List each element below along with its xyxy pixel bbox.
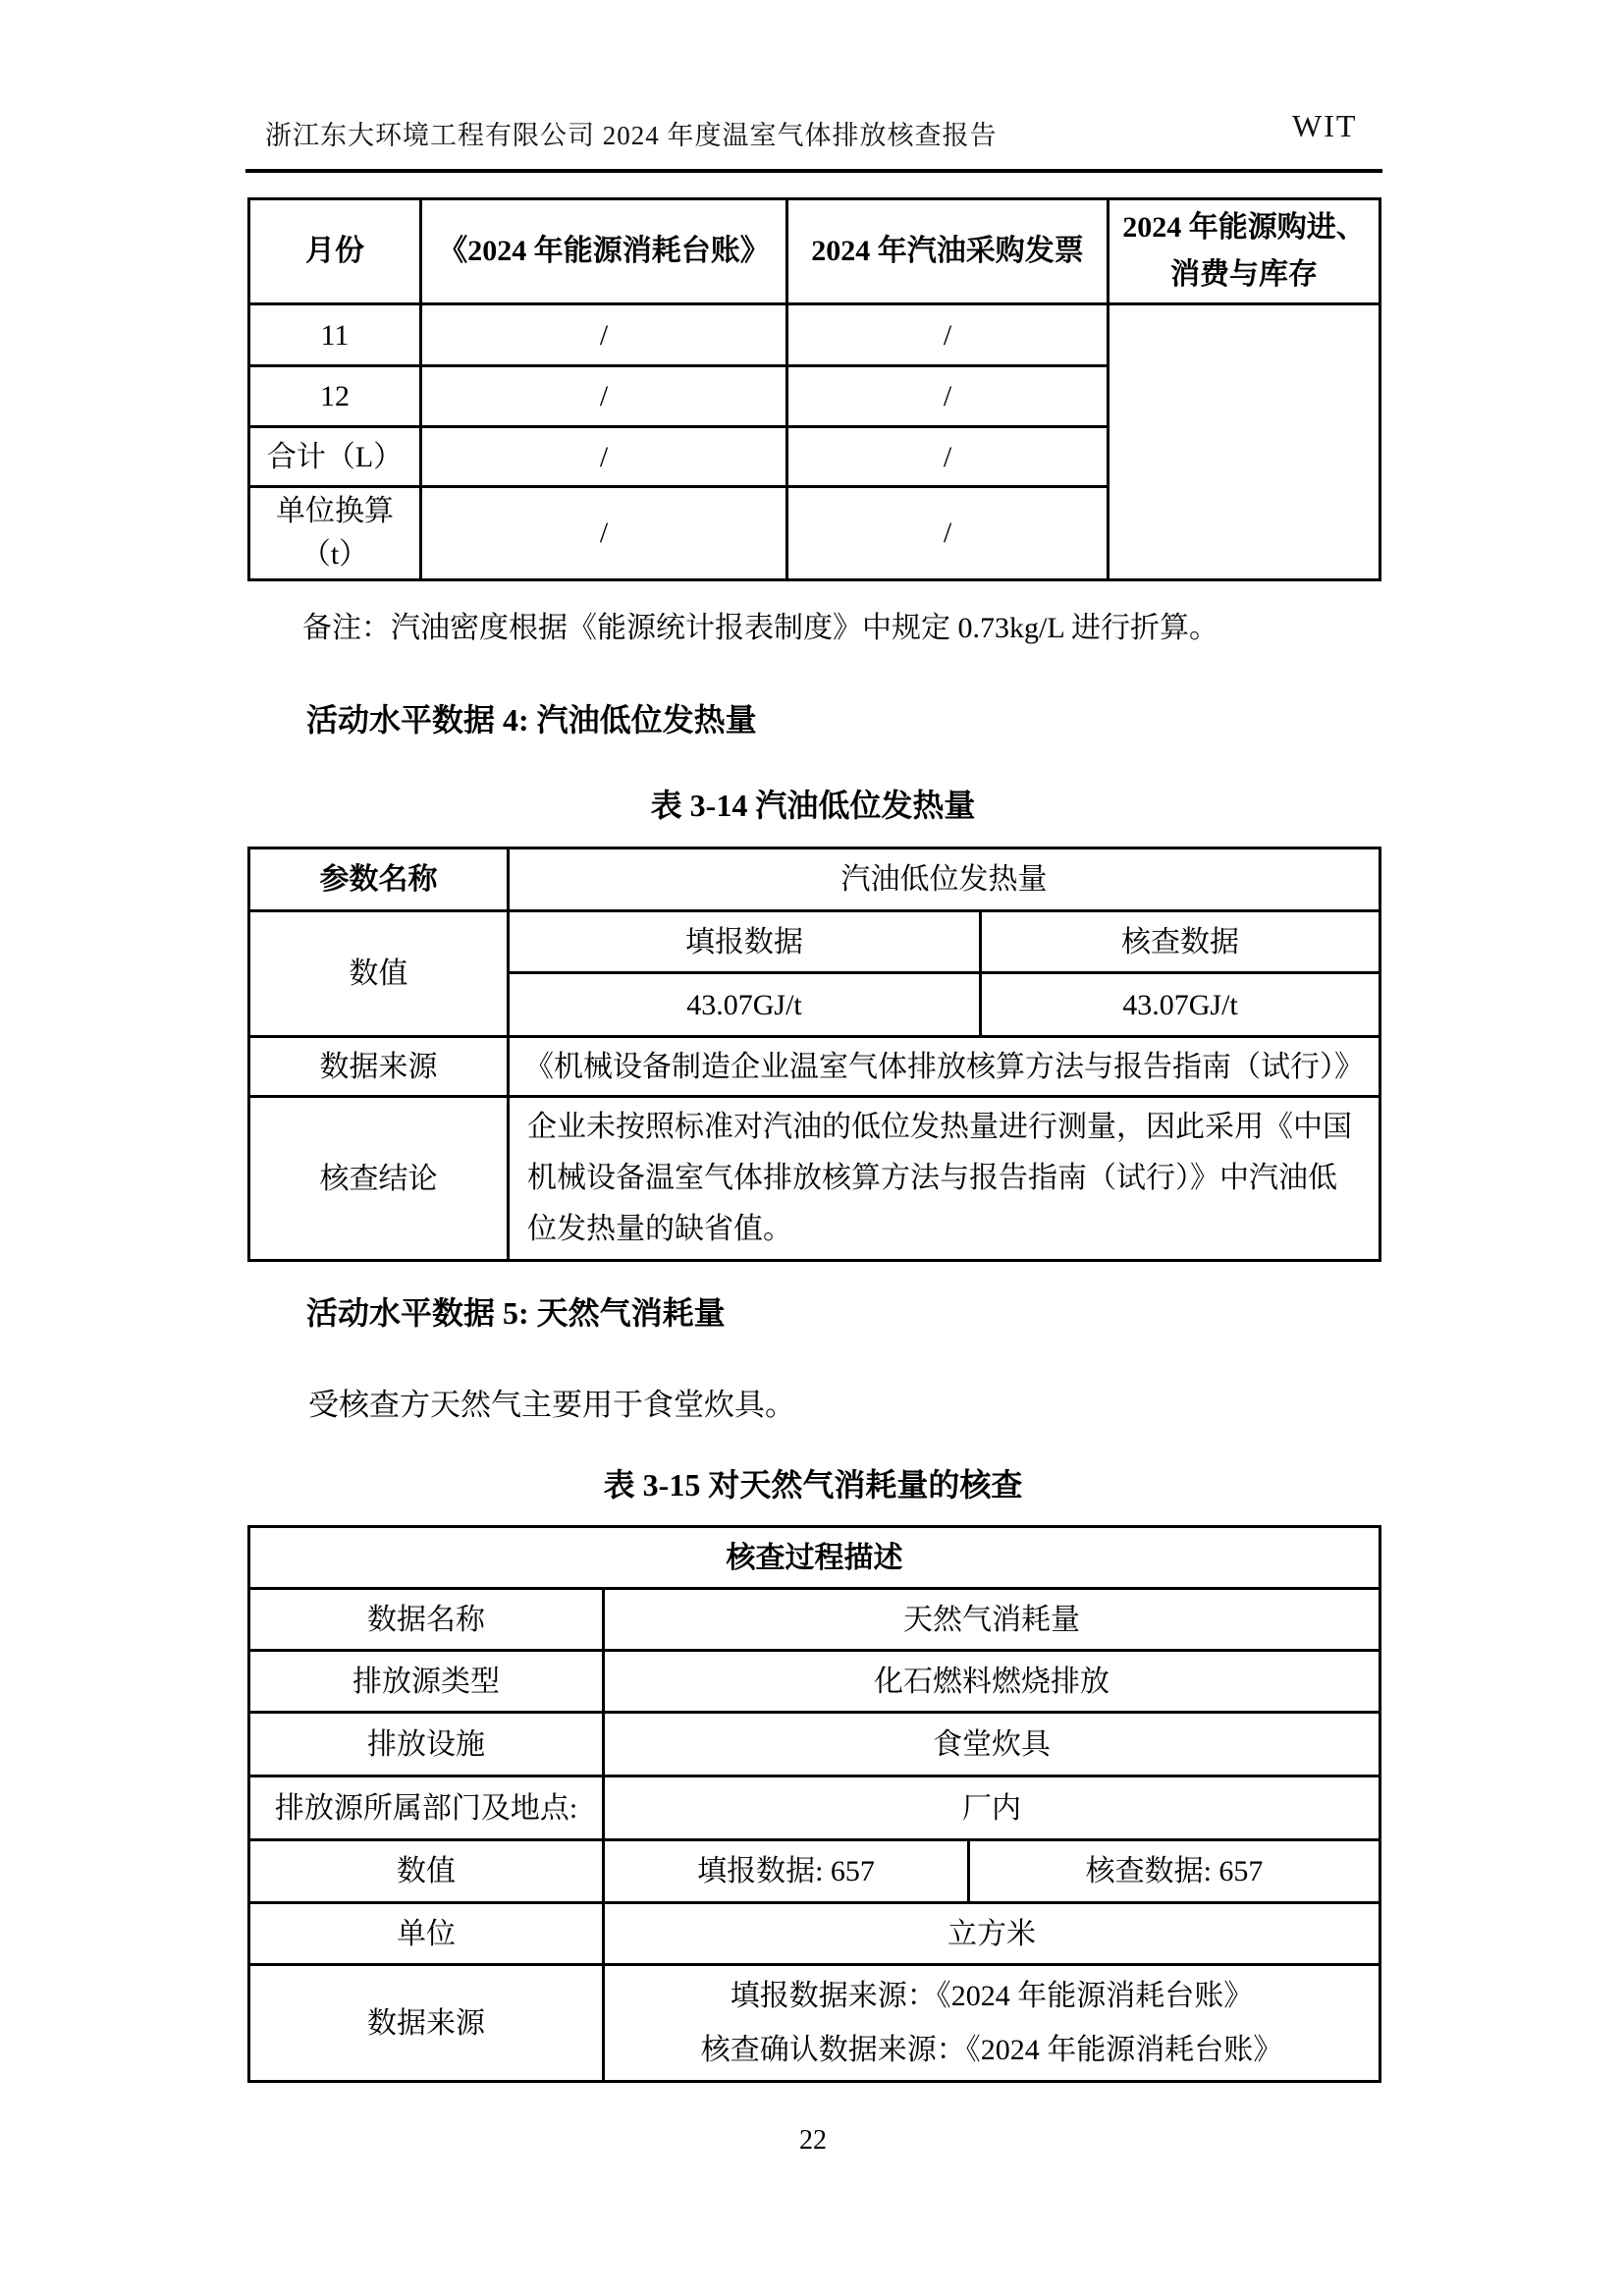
- table-row: [249, 1037, 1380, 1097]
- cell-month: 合计（L）: [249, 427, 421, 487]
- table-row: [249, 1651, 1380, 1713]
- table-header-row: [249, 199, 1380, 304]
- col-header-ledger: 《2024 年能源消耗台账》: [421, 199, 787, 304]
- table-row: [249, 1097, 1380, 1261]
- header-divider: [245, 169, 1382, 173]
- section-heading-activity-data-5: 活动水平数据 5: 天然气消耗量: [306, 1295, 726, 1331]
- table-row: [249, 1713, 1380, 1777]
- section-heading-activity-data-4: 活动水平数据 4: 汽油低位发热量: [306, 702, 757, 738]
- table-row: [249, 911, 1380, 973]
- page-header-title: 浙江东大环境工程有限公司 2024 年度温室气体排放核查报告: [265, 121, 998, 150]
- emission-facility-value: 食堂炊具: [604, 1713, 1380, 1777]
- table-row: [249, 1965, 1380, 2082]
- cell-ledger: /: [421, 487, 787, 580]
- table-3-15-caption: 表 3-15 对天然气消耗量的核查: [603, 1467, 1023, 1503]
- cell-invoice: /: [787, 366, 1109, 427]
- cell-stock-merged: [1109, 304, 1380, 580]
- department-location-value: 厂内: [604, 1777, 1380, 1840]
- verified-data-source-line: 核查确认数据来源：《2024 年能源消耗台账》: [700, 2034, 1283, 2066]
- col-header-stock: 2024 年能源购进、消费与库存: [1109, 199, 1380, 304]
- data-source-label: 数据来源: [249, 1037, 509, 1097]
- table-row: [249, 1903, 1380, 1965]
- reported-data-header: 填报数据: [509, 911, 981, 973]
- cell-month: 12: [249, 366, 421, 427]
- table-3-15-natural-gas: [247, 1525, 1381, 2083]
- emission-source-type-value: 化石燃料燃烧排放: [604, 1651, 1380, 1713]
- cell-ledger: /: [421, 366, 787, 427]
- data-source-value: 《机械设备制造企业温室气体排放核算方法与报告指南（试行）》: [509, 1037, 1380, 1097]
- cell-month: 单位换算（t）: [249, 487, 421, 580]
- param-name-label: 参数名称: [249, 848, 509, 911]
- section5-paragraph: 受核查方天然气主要用于食堂炊具。: [308, 1388, 795, 1422]
- table-3-14-gasoline-ncv: [247, 847, 1381, 1262]
- department-location-label: 排放源所属部门及地点:: [249, 1777, 604, 1840]
- verified-data-value: 43.07GJ/t: [981, 973, 1380, 1037]
- data-name-label: 数据名称: [249, 1589, 604, 1651]
- emission-source-type-label: 排放源类型: [249, 1651, 604, 1713]
- table-row: [249, 304, 1380, 366]
- cell-invoice: /: [787, 304, 1109, 366]
- cell-month: 11: [249, 304, 421, 366]
- verification-process-title: 核查过程描述: [249, 1527, 1380, 1589]
- reported-data-value: 填报数据: 657: [604, 1840, 969, 1903]
- table-row: [249, 1527, 1380, 1589]
- param-name-value: 汽油低位发热量: [509, 848, 1380, 911]
- data-source-label: 数据来源: [249, 1965, 604, 2082]
- cell-invoice: /: [787, 487, 1109, 580]
- col-header-invoice: 2024 年汽油采购发票: [787, 199, 1109, 304]
- cell-ledger: /: [421, 427, 787, 487]
- value-label: 数值: [249, 1840, 604, 1903]
- table-row: [249, 1589, 1380, 1651]
- verified-data-value: 核查数据: 657: [969, 1840, 1380, 1903]
- col-header-month: 月份: [249, 199, 421, 304]
- cell-ledger: /: [421, 304, 787, 366]
- table-row: [249, 848, 1380, 911]
- table-row: [249, 1777, 1380, 1840]
- data-name-value: 天然气消耗量: [604, 1589, 1380, 1651]
- reported-data-value: 43.07GJ/t: [509, 973, 981, 1037]
- reported-data-source-line: 填报数据来源：《2024 年能源消耗台账》: [730, 1980, 1254, 2012]
- verified-data-header: 核查数据: [981, 911, 1380, 973]
- table-note: 备注：汽油密度根据《能源统计报表制度》中规定 0.73kg/L 进行折算。: [302, 612, 1219, 644]
- emission-facility-label: 排放设施: [249, 1713, 604, 1777]
- value-label: 数值: [249, 911, 509, 1037]
- conclusion-label: 核查结论: [249, 1097, 509, 1261]
- table-row: [249, 1840, 1380, 1903]
- page-number: 22: [799, 2125, 827, 2156]
- table-3-14-caption: 表 3-14 汽油低位发热量: [650, 788, 976, 823]
- conclusion-value: 企业未按照标准对汽油的低位发热量进行测量，因此采用《中国机械设备温室气体排放核算方法与报告指南（试行）》中汽油低位发热量的缺省值。: [509, 1097, 1380, 1261]
- page-header-logo-text: WIT: [1292, 108, 1358, 143]
- cell-invoice: /: [787, 427, 1109, 487]
- data-source-value: [604, 1965, 1380, 2082]
- unit-label: 单位: [249, 1903, 604, 1965]
- unit-value: 立方米: [604, 1903, 1380, 1965]
- gasoline-monthly-table: [247, 197, 1381, 581]
